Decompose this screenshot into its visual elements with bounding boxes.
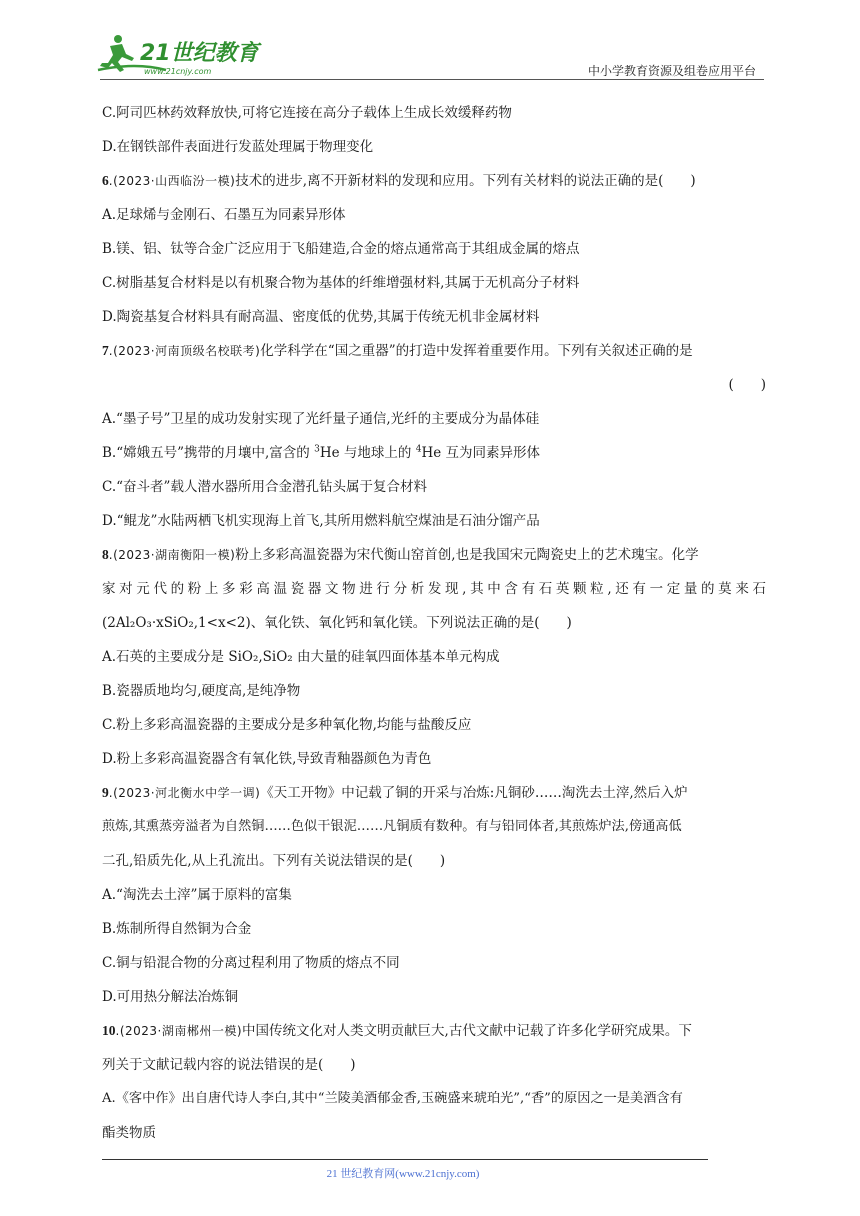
platform-title: 中小学教育资源及组卷应用平台 [587,64,756,78]
option-line: D.在钢铁部件表面进行发蓝处理属于物理变化 [102,139,374,155]
question-7 [102,334,766,368]
option-line: D.“鲲龙”水陆两栖飞机实现海上首飞,其所用燃料航空煤油是石油分馏产品 [102,513,540,529]
question-stem: 中国传统文化对人类文明贡献巨大,古代文献中记载了许多化学研究成果。下 [242,1023,692,1039]
question-number: 6 [102,173,109,188]
document-body [102,96,766,1150]
footer-link[interactable]: 21 世纪教育网(www.21cnjy.com) [326,1168,480,1180]
option-line: A.足球烯与金刚石、石墨互为同素异形体 [102,207,346,223]
question-stem: 《天工开物》中记载了铜的开采与冶炼:凡铜砂……淘洗去土滓,然后入炉 [260,785,688,801]
option-text: B.“嫦娥五号”携带的月壤中,富含的 [102,445,310,461]
question-number: 8 [102,547,109,562]
header-divider [100,79,764,80]
question-8 [102,538,766,572]
option-line: 酯类物质 [102,1125,156,1141]
option-line: D.陶瓷基复合材料具有耐高温、密度低的优势,其属于传统无机非金属材料 [102,309,540,325]
question-number: 10 [102,1023,116,1038]
option-line: A.“淘洗去土滓”属于原料的富集 [102,887,292,903]
option-line: C.树脂基复合材料是以有机聚合物为基体的纤维增强材料,其属于无机高分子材料 [102,275,580,291]
question-stem: 粉上多彩高温瓷器为宋代衡山窑首创,也是我国宋元陶瓷史上的艺术瑰宝。化学 [235,547,699,563]
answer-paren: ( ) [728,377,766,393]
question-stem: 化学科学在“国之重器”的打造中发挥着重要作用。下列有关叙述正确的是 [260,343,693,359]
option-line: A.“墨子号”卫星的成功发射实现了光纤量子通信,光纤的主要成分为晶体硅 [102,411,540,427]
isotope-mass: 4 [415,444,422,455]
option-line: C.粉上多彩高温瓷器的主要成分是多种氧化物,均能与盐酸反应 [102,717,472,733]
option-line: B.瓷器质地均匀,硬度高,是纯净物 [102,683,301,699]
question-stem-line: 二孔,铅质先化,从上孔流出。下列有关说法错误的是( ) [102,853,446,869]
option-line: B.镁、铝、钛等合金广泛应用于飞船建造,合金的熔点通常高于其组成金属的熔点 [102,241,580,257]
question-source: .(2023·山西临汾一模) [108,174,236,188]
question-source: .(2023·湖南郴州一模) [115,1024,243,1038]
footer-divider [102,1159,708,1160]
site-logo [96,30,266,78]
question-number: 9 [102,785,109,800]
option-line: A.石英的主要成分是 SiO₂,SiO₂ 由大量的硅氧四面体基本单元构成 [102,649,500,665]
question-6 [102,164,766,198]
question-stem: 技术的进步,离不开新材料的发现和应用。下列有关材料的说法正确的是( ) [235,173,696,189]
question-9 [102,776,766,810]
option-line: C.“奋斗者”载人潜水器所用合金潜孔钻头属于复合材料 [102,479,427,495]
logo-url: www.21cnjy.com [144,67,212,76]
option-text: He 与地球上的 [319,445,412,461]
logo-text: 21世纪教育 [140,41,259,66]
question-stem-line: 家对元代的粉上多彩高温瓷器文物进行分析发现,其中含有石英颗粒,还有一定量的莫来石 [102,581,766,597]
option-line: A.《客中作》出自唐代诗人李白,其中“兰陵美酒郁金香,玉碗盛来琥珀光”,“香”的原因之一是美酒含有 [102,1091,683,1106]
question-10 [102,1014,766,1048]
option-line: C.阿司匹林药效释放快,可将它连接在高分子载体上生成长效缓释药物 [102,105,512,121]
question-stem-line: 列关于文献记载内容的说法错误的是( ) [102,1057,356,1073]
page-header [96,30,760,80]
isotope-mass: 3 [314,444,320,455]
question-source: .(2023·河南顶级名校联考) [108,344,261,358]
option-line: D.粉上多彩高温瓷器含有氧化铁,导致青釉器颜色为青色 [102,751,432,767]
question-number: 7 [102,343,109,358]
question-stem-line: 煎炼,其熏蒸旁溢者为自然铜……色似干银泥……凡铜质有数种。有与铅同体者,其煎炼炉法,傍通高低 [102,819,682,834]
option-line: B.炼制所得自然铜为合金 [102,921,252,937]
option-line: C.铜与铅混合物的分离过程利用了物质的熔点不同 [102,955,400,971]
option-text: He 互为同素异形体 [421,445,540,461]
option-line: D.可用热分解法冶炼铜 [102,989,239,1005]
question-stem-line: (2Al₂O₃·xSiO₂,1<x<2)、氧化铁、氧化钙和氧化镁。下列说法正确的是( ) [102,615,572,631]
option-line [102,436,766,470]
question-source: .(2023·河北衡水中学一调) [108,786,261,800]
question-source: .(2023·湖南衡阳一模) [108,548,236,562]
